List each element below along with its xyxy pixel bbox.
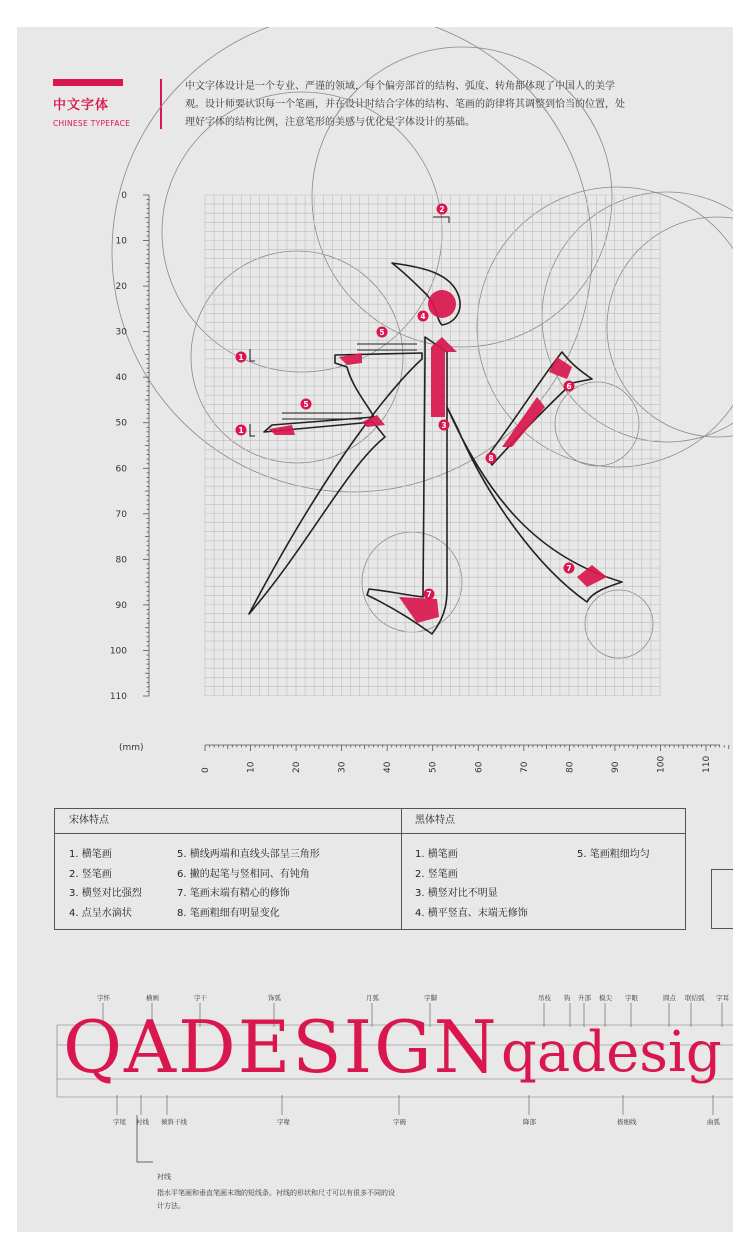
unit-label: (mm) [119,743,144,753]
svg-text:5: 5 [379,328,385,337]
anno-bottom: 衬线 [136,1118,149,1126]
side-box [711,869,733,929]
svg-text:7: 7 [566,564,572,573]
y-tick-label: 50 [115,418,127,429]
svg-text:1: 1 [238,426,244,435]
y-tick-label: 60 [115,464,127,475]
hei-list-1 [415,845,528,923]
hei-features [401,809,685,929]
x-tick-label: 30 [337,761,348,773]
anno-top: 钩 [564,994,571,1002]
specimen-lowercase: qadesig [501,1020,722,1085]
x-tick-label: 70 [519,761,530,773]
stroke-marker-5 [301,399,312,410]
measurement-grid [205,195,660,696]
list-item: 2. 竖笔画 [415,868,458,880]
stroke-marker-4 [418,311,429,322]
stroke-marker-3 [439,420,450,431]
list-item: 5. 笔画粗细均匀 [577,849,650,860]
hei-list-2 [577,845,650,865]
y-tick-label: 90 [115,600,127,611]
anno-top: 横画 [146,994,159,1002]
anno-top: 升部 [578,994,591,1002]
intro-paragraph: 中文字体设计是一个专业、严谨的领域，每个偏旁部首的结构、弧度、转角都体现了中国人的美学观。设计师要认识每一个笔画，并在设计时结合字体的结构、笔画的韵律将其调整到恰当的位置，处理好字体的结构比例，注意笔形的美感与优化是字体设计的基础。 [185,81,625,128]
stroke-marker-8 [486,453,497,464]
list-item: 5. 横线两端和直线头部呈三角形 [177,849,320,860]
list-item: 7. 笔画末端有精心的修饰 [177,888,290,899]
list-item: 4. 横平竖直、末端无修饰 [415,907,528,919]
stroke-marker-5 [377,327,388,338]
stroke-marker-6 [564,381,575,392]
anno-top: 模尖 [599,994,612,1002]
svg-text:5: 5 [303,400,309,409]
y-tick-label: 20 [115,282,127,293]
specimen-uppercase: QADESIGN [63,1005,499,1089]
svg-text:7: 7 [426,590,432,599]
anno-top: 联结弧 [685,994,705,1002]
anno-bottom: 字碗 [393,1118,406,1126]
list-item: 4. 点呈水滴状 [69,907,132,919]
highlight-regions [269,290,607,623]
anno-bottom: 字喙 [277,1118,290,1126]
anno-top: 圆点 [663,994,676,1002]
anno-top: 吊枝 [538,994,551,1002]
y-tick-label: 110 [109,692,127,702]
list-item: 6. 撇的起笔与竖相同、有钝角 [177,868,310,880]
song-list-1 [69,845,142,923]
page-title: 中文字体 [53,98,110,113]
stroke-marker-7 [424,589,435,600]
stroke-marker-1 [236,352,247,363]
y-tick-label: 80 [115,555,127,566]
anno-bottom: 降部 [523,1118,536,1126]
y-tick-label: 0 [121,191,127,201]
anno-bottom: 倾斜干线 [161,1118,187,1126]
svg-text:2: 2 [439,205,445,214]
y-tick-label: 100 [109,646,127,657]
stroke-marker-1 [236,425,247,436]
x-tick-label: 20 [292,761,303,773]
svg-text:6: 6 [566,382,572,391]
svg-text:4: 4 [420,312,426,321]
x-tick-label: 50 [428,761,439,773]
stroke-marker-7 [564,563,575,574]
y-tick-label: 30 [115,327,127,338]
y-tick-label: 70 [115,509,127,520]
anno-bottom: 字尾 [113,1118,126,1126]
list-item: 2. 竖笔画 [69,868,112,880]
anno-bottom: 极细线 [617,1118,637,1126]
song-features [55,809,402,929]
page-subtitle: CHINESE TYPEFACE [53,119,131,128]
y-tick-label: 40 [115,373,127,384]
feature-table [54,808,686,930]
list-item: 1. 横笔画 [415,849,458,860]
stroke-marker-2 [437,204,448,215]
x-tick-label: 0 [201,767,211,773]
anno-top: 字眼 [625,994,638,1002]
x-tick-label: 40 [383,761,394,773]
anno-bottom: 曲弧 [707,1118,720,1126]
poster-sheet [17,27,733,1232]
x-tick-label: 60 [474,761,485,773]
song-list-2 [177,845,320,923]
list-item: 3. 横竖对比强烈 [69,888,142,899]
note-body: 指水平笔画和垂直笔画末端的短线条。衬线的形状和尺寸可以有很多不同的设计方法。 [157,1189,395,1210]
svg-text:8: 8 [488,454,494,463]
list-item: 8. 笔画粗细有明显变化 [177,907,280,919]
svg-text:3: 3 [441,421,447,430]
anno-top: 字干 [194,994,207,1002]
x-tick-label: 110 [702,755,712,773]
svg-text:1: 1 [238,353,244,362]
anno-top: 月弧 [366,994,379,1002]
x-tick-label: 90 [610,761,621,773]
anno-top: 字脚 [424,994,437,1002]
hei-title: 黑体特点 [401,809,685,834]
x-tick-label: 80 [565,761,576,773]
anno-top: 字耳 [716,994,729,1002]
list-item: 3. 横竖对比不明显 [415,888,498,899]
song-title: 宋体特点 [55,809,401,834]
anno-top: 饰弧 [268,994,281,1002]
list-item: 1. 横笔画 [69,849,112,860]
x-tick-label: 10 [246,761,257,773]
anno-top: 字怀 [97,994,110,1002]
y-tick-label: 10 [115,236,127,247]
note-title: 衬线 [157,1173,171,1181]
x-tick-label: 100 [656,755,667,773]
